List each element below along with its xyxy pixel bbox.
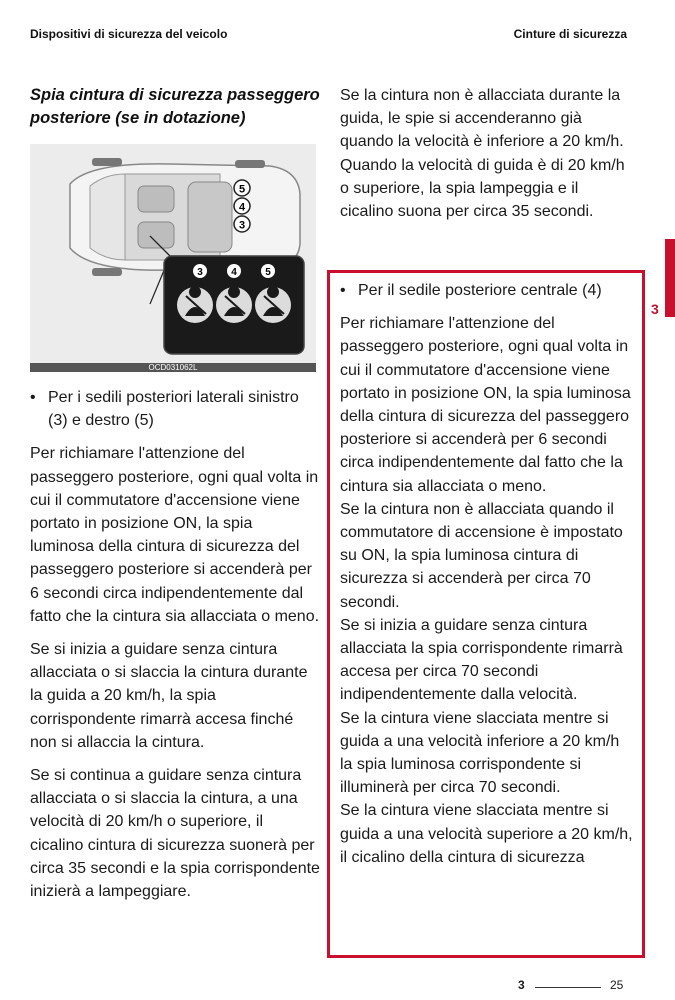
- seat-label-center: 4: [238, 201, 246, 214]
- right-column-highlighted: [340, 279, 635, 951]
- paragraph: Se si inizia a guidare senza cintura allacciata la spia corrispondente rimarrà accesa per circa 70 secondi indipendentemente dalla velocità.: [340, 616, 623, 704]
- paragraph: Se la cintura viene slacciata mentre si guida a una velocità superiore a 20 km/h, il cicalino della cintura di sicurezza: [340, 802, 633, 866]
- paragraph: Se la cintura non è allacciata quando il commutatore di accensione è impostato su ON, la spia luminosa cintura di sicurezza si accenderà per circa 70 secondi.: [340, 500, 623, 611]
- indicator-label-3: 3: [197, 267, 203, 278]
- paragraph: Se la cintura viene slacciata mentre si guida a una velocità inferiore a 20 km/h la spia luminosa corrispondente si illuminerà per circa 70 secondi.: [340, 709, 620, 797]
- chapter-tab: [665, 239, 675, 317]
- paragraph: Se si continua a guidare senza cintura allacciata o si slaccia la cintura, a una velocità di 20 km/h o superiore, il cicalino cintura di sicurezza suonerà per circa 35 secondi e la spia corrispondente inizierà a lampeggiare.: [30, 767, 320, 901]
- figure-code: OCD031062L: [30, 363, 316, 372]
- rear-seat-labels: [234, 180, 250, 232]
- running-header-topic: Cinture di sicurezza: [513, 27, 627, 41]
- seatbelt-figure: [30, 144, 316, 372]
- paragraph: Per richiamare l'attenzione del passeggero posteriore, ogni qual volta in cui il commutatore d'accensione viene portato in posizione ON, la spia luminosa della cintura di sicurezza del passeggero posteriore si accenderà per 6 secondi circa indipendentemente dal fatto che la cintura sia allacciata o meno.: [340, 315, 631, 495]
- seat-label-left: 3: [238, 219, 246, 232]
- car-top-view-illustration: [30, 144, 316, 372]
- bullet-text-center-seat: Per il sedile posteriore centrale (4): [358, 282, 602, 299]
- section-title: Spia cintura di sicurezza passeggero posteriore (se in dotazione): [30, 86, 320, 127]
- paragraph: Quando la velocità di guida è di 20 km/h o superiore, la spia lampeggia e il cicalino suona per circa 35 secondi.: [340, 156, 625, 221]
- paragraph: Per richiamare l'attenzione del passeggero posteriore, ogni qual volta in cui il commutatore d'accensione viene portato in posizione ON, la spia luminosa della cintura di sicurezza del passeggero posteriore si accenderà per 6 secondi circa indipendentemente dal fatto che la cintura sia allacciata o meno.: [30, 445, 320, 625]
- bullet-item: [340, 279, 635, 302]
- footer-divider: [535, 987, 601, 988]
- bullet-dot: •: [30, 389, 36, 406]
- indicator-panel: [164, 256, 304, 354]
- right-column-top: [340, 84, 635, 270]
- chapter-tab-number: 3: [651, 301, 659, 317]
- paragraph: Se la cintura non è allacciata durante la guida, le spie si accenderanno già quando la velocità è inferiore a 20 km/h.: [340, 87, 624, 151]
- paragraph: Se si inizia a guidare senza cintura allacciata o si slaccia la cintura durante la guida a 20 km/h, la spia corrispondente rimarrà accesa finché non si allaccia la cintura.: [30, 641, 308, 751]
- running-header-section: Dispositivi di sicurezza del veicolo: [30, 27, 228, 41]
- footer-chapter: 3: [518, 978, 525, 992]
- indicator-label-4: 4: [231, 267, 237, 278]
- bullet-dot: •: [340, 282, 346, 299]
- left-column: [30, 84, 320, 913]
- seat-label-right: 5: [238, 183, 246, 196]
- bullet-item: [30, 386, 320, 432]
- bullet-text-lateral-seats: Per i sedili posteriori laterali sinistro (3) e destro (5): [48, 389, 299, 430]
- page-number: 25: [610, 978, 624, 992]
- indicator-label-5: 5: [265, 267, 271, 278]
